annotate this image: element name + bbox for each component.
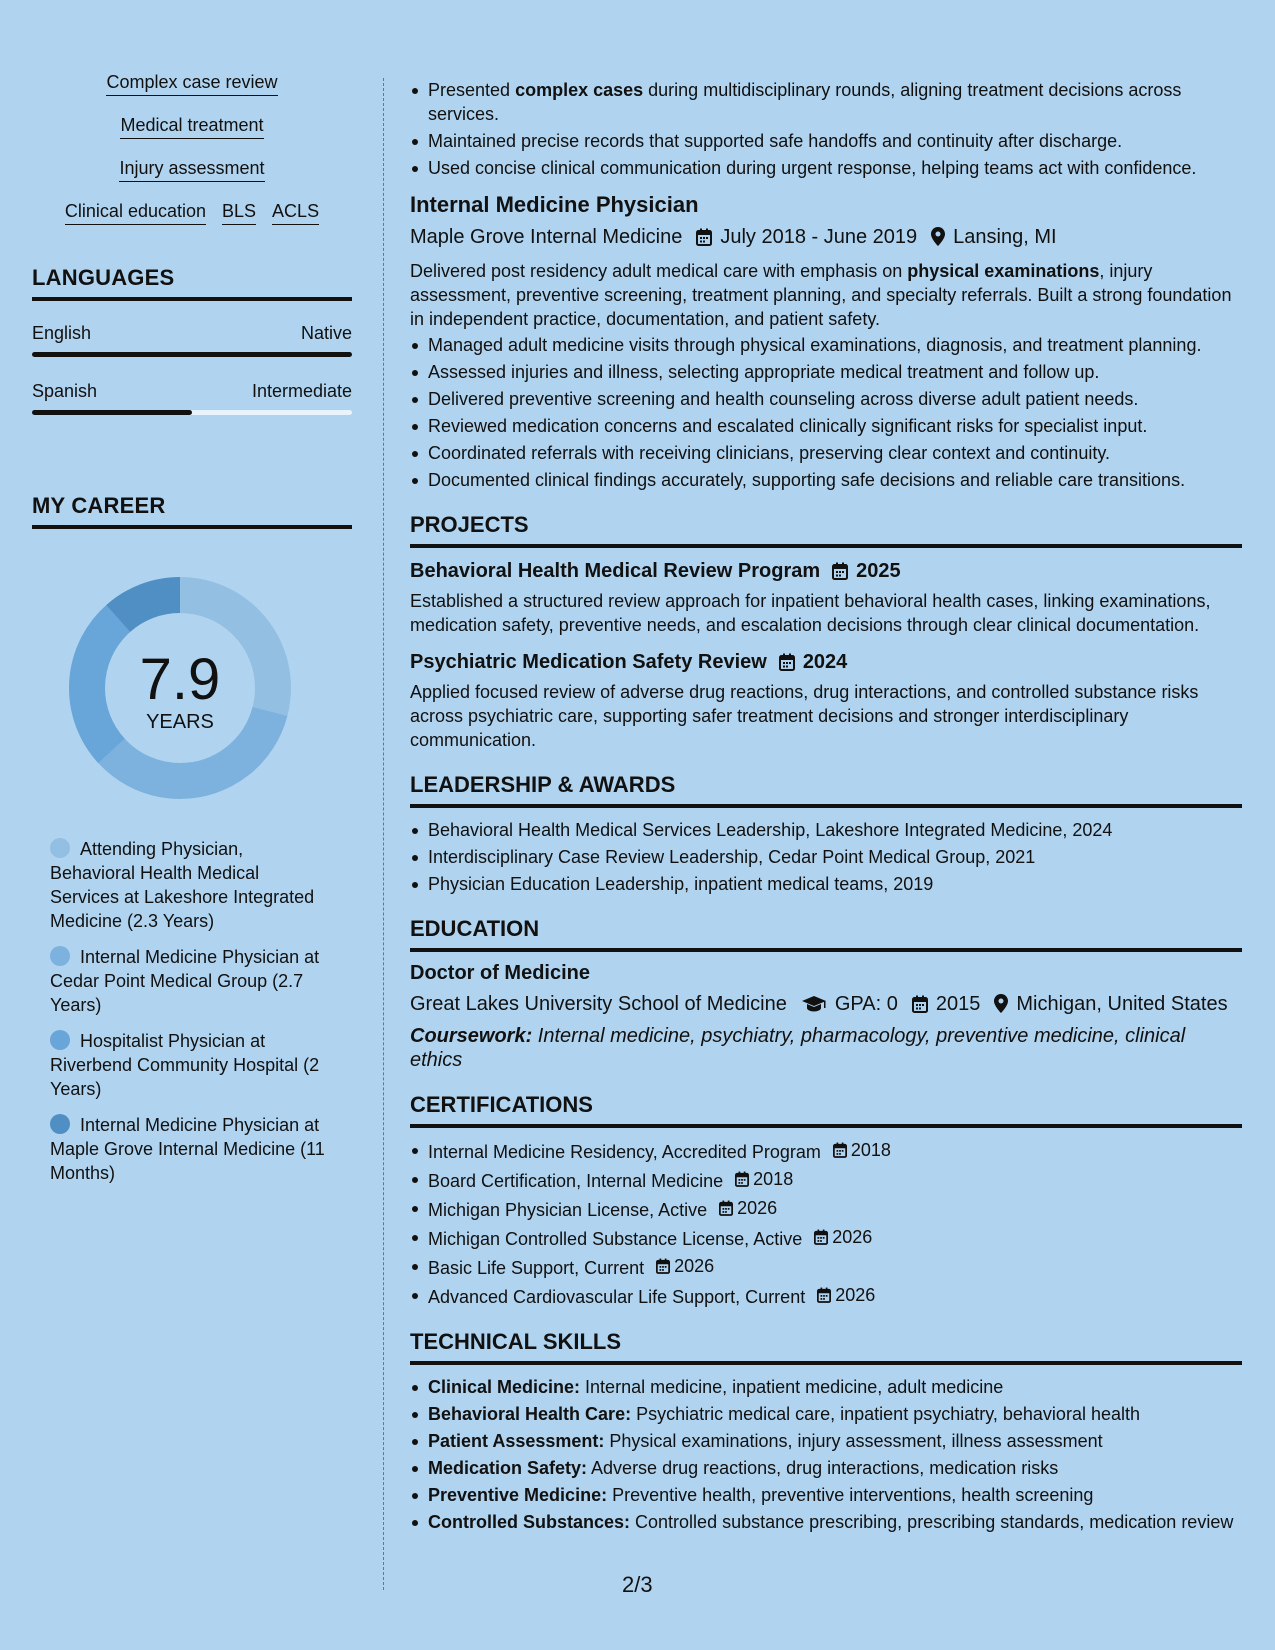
location-pin-icon — [994, 994, 1008, 1013]
certification-item — [410, 1254, 1242, 1280]
left-column — [32, 70, 352, 1197]
skill-item: Behavioral Health Care: Psychiatric medical care, inpatient psychiatry, behavioral health — [410, 1402, 1242, 1426]
certification-item — [410, 1283, 1242, 1309]
language-bar-fill — [32, 410, 192, 415]
education-title: EDUCATION — [410, 916, 1242, 952]
certification-year: 2026 — [832, 1227, 873, 1247]
leadership-title: LEADERSHIP & AWARDS — [410, 772, 1242, 808]
bullet-item: Coordinated referrals with receiving clinicians, preserving clear context and continuity. — [410, 441, 1242, 465]
languages-title: LANGUAGES — [32, 265, 352, 301]
calendar-icon — [817, 1287, 831, 1303]
technical-skills-title: TECHNICAL SKILLS — [410, 1329, 1242, 1365]
projects-title: PROJECTS — [410, 512, 1242, 548]
language-level: Intermediate — [251, 381, 352, 401]
career-legend-item: Attending Physician, Behavioral Health Medical Services at Lakeshore Integrated Medicine (2.3 Years) — [50, 839, 315, 931]
bullet-item: Maintained precise records that supported safe handoffs and continuity after discharge. — [410, 129, 1242, 153]
career-legend-item: Internal Medicine Physician at Maple Grove Internal Medicine (11 Months) — [50, 1115, 325, 1183]
job-title: Internal Medicine Physician — [410, 192, 699, 217]
certification-year: 2026 — [737, 1198, 778, 1218]
career-total-years: 7.9 — [139, 647, 221, 712]
language-bar — [32, 410, 352, 415]
job-company: Maple Grove Internal Medicine — [410, 226, 683, 248]
bullet-item: Managed adult medicine visits through physical examinations, diagnosis, and treatment planning. — [410, 333, 1242, 357]
language-bar — [32, 352, 352, 357]
project-item — [410, 560, 1242, 637]
column-divider — [383, 78, 384, 1590]
calendar-icon — [814, 1229, 828, 1245]
skill-tags — [32, 70, 352, 225]
calendar-icon — [696, 228, 712, 246]
skill-tag: ACLS — [272, 199, 319, 225]
project-description: Applied focused review of adverse drug reactions, drug interactions, and controlled substance risks across psychiatric care, supporting safer treatment decisions and stronger interdisciplinary communication. — [410, 682, 1199, 750]
language-name: Spanish — [32, 381, 98, 401]
certification-item — [410, 1225, 1242, 1251]
bullet-item: Reviewed medication concerns and escalated clinically significant risks for specialist input. — [410, 414, 1242, 438]
job-meta — [410, 226, 1242, 249]
certification-name: Advanced Cardiovascular Life Support, Current — [428, 1287, 806, 1307]
certification-year: 2026 — [835, 1285, 876, 1305]
career-legend — [32, 837, 352, 1185]
legend-dot — [50, 838, 70, 858]
skill-tag: Injury assessment — [119, 156, 264, 182]
skill-tag-row — [32, 156, 352, 182]
certification-year: 2018 — [850, 1140, 891, 1160]
certification-year: 2018 — [753, 1169, 794, 1189]
bullet-item: Physician Education Leadership, inpatient medical teams, 2019 — [410, 872, 1242, 896]
skill-tag: Complex case review — [106, 70, 277, 96]
bullet-item: Interdisciplinary Case Review Leadership, Cedar Point Medical Group, 2021 — [410, 845, 1242, 869]
page-number: 2/3 — [622, 1572, 653, 1597]
language-item — [32, 381, 352, 415]
skill-item: Preventive Medicine: Preventive health, preventive interventions, health screening — [410, 1483, 1242, 1507]
career-title: MY CAREER — [32, 493, 352, 529]
skill-item: Clinical Medicine: Internal medicine, inpatient medicine, adult medicine — [410, 1375, 1242, 1399]
career-legend-item: Hospitalist Physician at Riverbend Community Hospital (2 Years) — [50, 1031, 320, 1099]
calendar-icon — [656, 1258, 670, 1274]
education-location: Michigan, United States — [1016, 993, 1228, 1015]
job-dates: July 2018 - June 2019 — [720, 226, 918, 248]
gpa: GPA: 0 — [834, 993, 898, 1015]
technical-skills-list — [410, 1375, 1242, 1534]
job-bullets — [410, 333, 1242, 492]
career-total-unit: YEARS — [146, 711, 214, 733]
right-column — [410, 78, 1242, 1537]
calendar-icon — [735, 1171, 749, 1187]
job-summary: Delivered post residency adult medical care with emphasis on physical examinations, injury assessment, preventive screening, treatment planning, and specialty referrals. Built a strong foundation in independent practice, documentation, and patient safety. — [410, 261, 1232, 329]
previous-job-bullets — [410, 78, 1242, 180]
certification-item — [410, 1167, 1242, 1193]
certification-year: 2026 — [674, 1256, 715, 1276]
job-location: Lansing, MI — [953, 226, 1057, 248]
skill-tag: Medical treatment — [120, 113, 263, 139]
calendar-icon — [832, 562, 848, 580]
calendar-icon — [912, 995, 928, 1013]
certification-name: Michigan Physician License, Active — [428, 1200, 708, 1220]
language-item — [32, 323, 352, 357]
degree: Doctor of Medicine — [410, 962, 591, 984]
project-name: Behavioral Health Medical Review Program — [410, 560, 821, 582]
certifications-list — [410, 1138, 1242, 1309]
bullet-item: Documented clinical findings accurately, supporting safe decisions and reliable care transitions. — [410, 468, 1242, 492]
certification-name: Basic Life Support, Current — [428, 1258, 645, 1278]
bullet-item: Presented complex cases during multidisciplinary rounds, aligning treatment decisions across services. — [410, 78, 1242, 126]
calendar-icon — [833, 1142, 847, 1158]
bullet-item: Behavioral Health Medical Services Leadership, Lakeshore Integrated Medicine, 2024 — [410, 818, 1242, 842]
skill-tag-row — [32, 113, 352, 139]
school-name: Great Lakes University School of Medicine — [410, 993, 787, 1015]
certification-name: Michigan Controlled Substance License, Active — [428, 1229, 803, 1249]
calendar-icon — [779, 653, 795, 671]
project-name: Psychiatric Medication Safety Review — [410, 651, 767, 673]
certification-item — [410, 1138, 1242, 1164]
languages-section — [32, 265, 352, 415]
career-section — [32, 493, 352, 1185]
language-name: English — [32, 323, 92, 343]
bullet-item: Delivered preventive screening and health counseling across diverse adult patient needs. — [410, 387, 1242, 411]
legend-dot — [50, 946, 70, 966]
certifications-title: CERTIFICATIONS — [410, 1092, 1242, 1128]
education-meta — [410, 993, 1242, 1016]
certification-name: Internal Medicine Residency, Accredited Program — [428, 1142, 821, 1162]
career-donut — [65, 573, 295, 803]
skill-item: Patient Assessment: Physical examinations, injury assessment, illness assessment — [410, 1429, 1242, 1453]
graduation-year: 2015 — [935, 993, 981, 1015]
language-bar-fill — [32, 352, 352, 357]
legend-dot — [50, 1114, 70, 1134]
coursework: Coursework: Internal medicine, psychiatry, pharmacology, preventive medicine, clinical ethics — [410, 1025, 1186, 1071]
skill-tag: BLS — [222, 199, 256, 225]
project-description: Established a structured review approach for inpatient behavioral health cases, linking examinations, medication safety, preventive needs, and escalation decisions through clear clinical documentation. — [410, 591, 1211, 635]
skill-tag-row — [32, 199, 352, 225]
language-level: Native — [300, 323, 352, 343]
certification-name: Board Certification, Internal Medicine — [428, 1171, 724, 1191]
skill-item: Controlled Substances: Controlled substance prescribing, prescribing standards, medication review — [410, 1510, 1242, 1534]
location-pin-icon — [931, 227, 945, 246]
project-item — [410, 651, 1242, 752]
certification-item — [410, 1196, 1242, 1222]
project-year: 2025 — [856, 560, 901, 582]
bullet-item: Assessed injuries and illness, selecting appropriate medical treatment and follow up. — [410, 360, 1242, 384]
project-year: 2024 — [802, 651, 848, 673]
bullet-item: Used concise clinical communication during urgent response, helping teams act with confidence. — [410, 156, 1242, 180]
calendar-icon — [719, 1200, 733, 1216]
skill-tag-row — [32, 70, 352, 96]
skill-item: Medication Safety: Adverse drug reactions, drug interactions, medication risks — [410, 1456, 1242, 1480]
graduation-cap-icon — [801, 995, 827, 1013]
skill-tag: Clinical education — [65, 199, 206, 225]
legend-dot — [50, 1030, 70, 1050]
leadership-list — [410, 818, 1242, 896]
career-legend-item: Internal Medicine Physician at Cedar Point Medical Group (2.7 Years) — [50, 947, 320, 1015]
